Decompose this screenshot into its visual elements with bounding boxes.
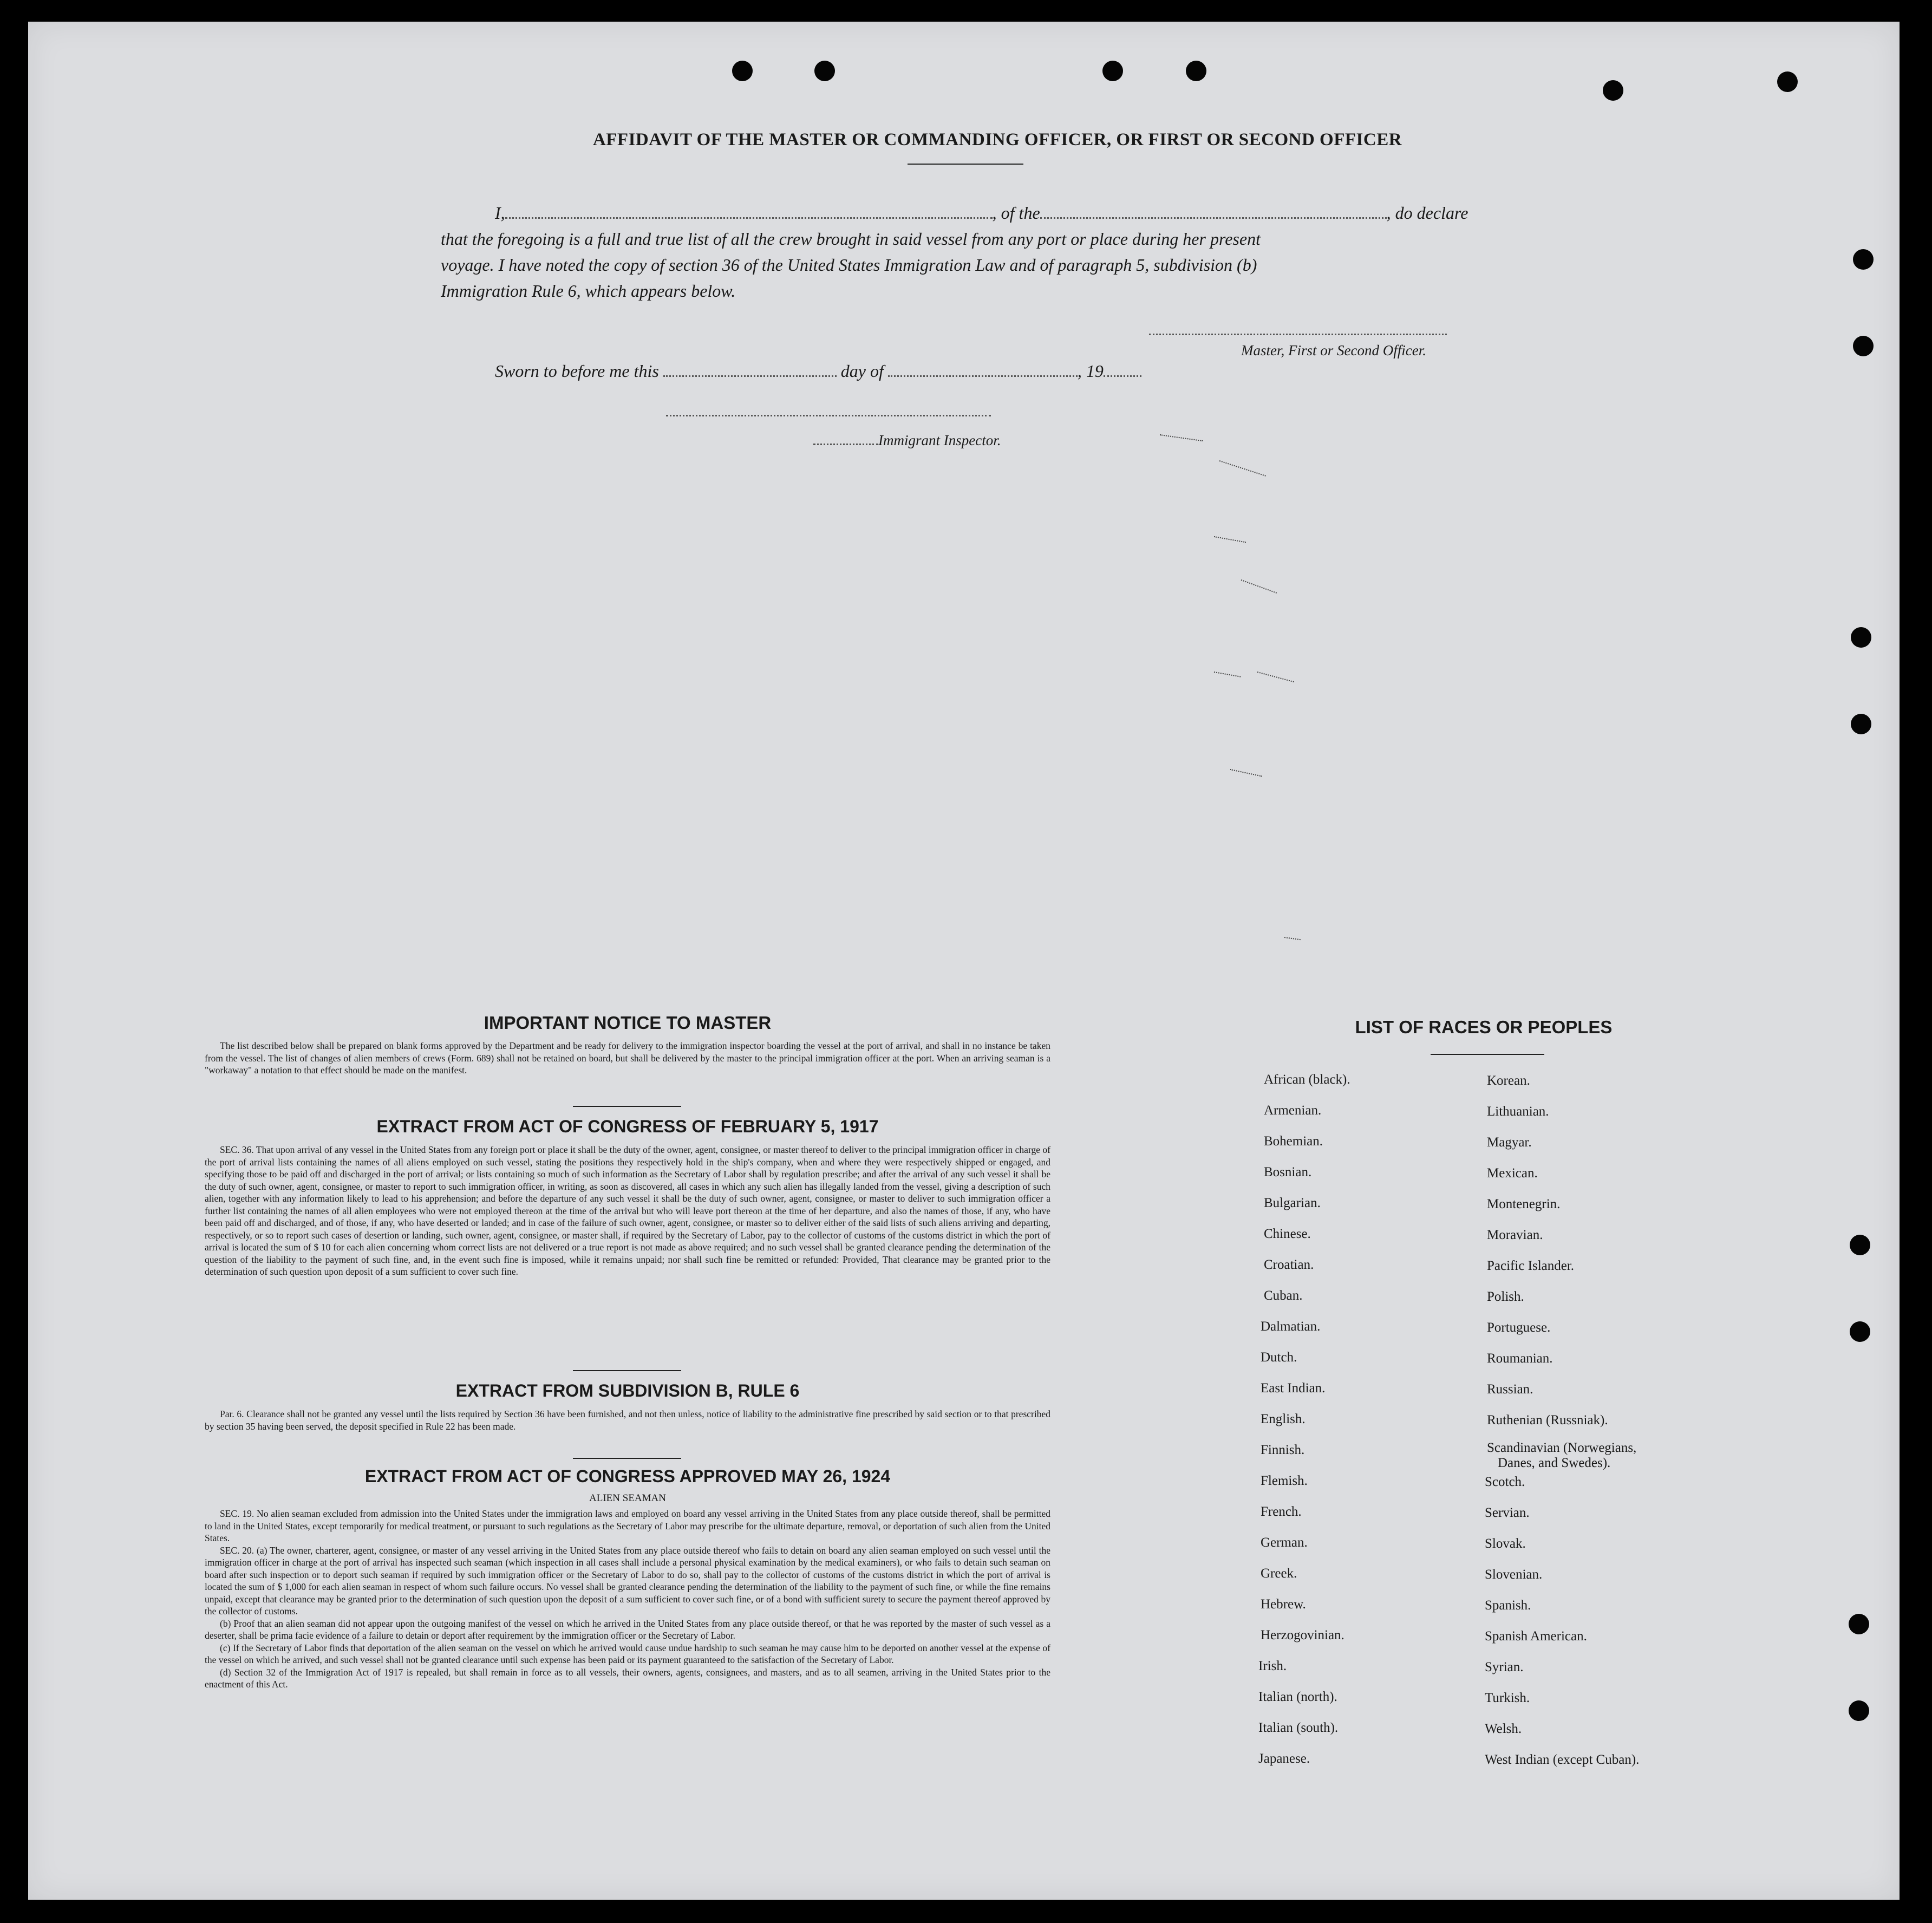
race-right-item: Danes, and Swedes).	[1498, 1456, 1611, 1470]
race-left-item: Italian (south).	[1258, 1720, 1339, 1735]
race-right-item: Scandinavian (Norwegians,	[1487, 1440, 1637, 1455]
ink-mark	[1219, 460, 1266, 477]
notice-paragraph: The list described below shall be prepared on blank forms approved by the Department and be ready for delivery to the immigration inspector boarding the vessel at the port of arrival, and shall in no instance be taken from the vessel. The list of changes of alien members of crews (Form. 689) shall not be retained on board, but shall be delivered by the master to the principal immigration officer at the port. When an arriving seaman is a "workaway" a notation to that effect should be made on the manifest.	[205, 1040, 1050, 1075]
sec-36-paragraph: SEC. 36. That upon arrival of any vessel in the United States from any foreign port or place it shall be the duty of the owner, agent, consignee, or master thereof to deliver to the principal immigration officer in charge of the port of arrival lists containing the names of all aliens employed on such vessel, stating the positions they respectively hold in the ship's company, when and where they were respectively shipped or engaged, and specifying those to be paid off and discharged in the port of arrival; or lists containing so much of such information as the Secretary of Labor shall by regulation prescribe; and after the arrival of any such vessel it shall be the duty of such owner, agent, consignee, or master to report to such immigration officer, in writing, as soon as discovered, all cases in which any such alien has illegally landed from the vessel, giving a description of such alien, together with any information likely to lead to his apprehension; and before the departure of any such vessel it shall be the duty of such owner, agent, consignee, or master to deliver to such immigration officer a further list containing the names of all alien employees who were not employed thereon at the time of the arrival but who will leave port thereon at the time of her departure, and also the names of those, if any, who have been paid off and discharged, and of those, if any, who have deserted or landed; and in case of the failure of such owner, agent, consignee, or master so to deliver either of the said lists of such aliens arriving and departing, respectively, or so to report such cases of desertion or landing, such owner, agent, consignee, or master shall, if required by the Secretary of Labor, pay to the collector of customs of the customs district in which the port of arrival is located the sum of $ 10 for each alien concerning whom correct lists are not delivered or a true report is not made as above required; and no such vessel shall be granted clearance pending the determination of the question of the liability to the payment of such fine, and, in the event such fine is imposed, while it remains unpaid; nor shall such fine be remitted or refunded: Provided, That clearance may be granted prior to the determination of such question upon deposit of a sum sufficient to cover such fine.	[205, 1144, 1050, 1277]
punch-hole	[1853, 249, 1874, 270]
affidavit-line-2: that the foregoing is a full and true list of all the crew brought in said vessel from any port or place during her present	[441, 229, 1261, 249]
declarant-name-field[interactable]	[505, 203, 993, 219]
notice-heading: IMPORTANT NOTICE TO MASTER	[484, 1013, 772, 1033]
sworn-prefix: Sworn to before me this	[495, 361, 659, 381]
race-left-item: Armenian.	[1264, 1103, 1322, 1118]
race-left-item: Cuban.	[1264, 1288, 1303, 1303]
race-right-item: Portuguese.	[1487, 1320, 1551, 1335]
section-rule	[573, 1106, 681, 1107]
master-signature-field[interactable]	[1149, 334, 1447, 335]
master-signature-caption: Master, First or Second Officer.	[1241, 342, 1426, 358]
punch-hole	[1850, 1321, 1870, 1342]
extract-rule6-text	[205, 1408, 1050, 1432]
punch-hole	[1777, 71, 1798, 92]
races-heading: LIST OF RACES OR PEOPLES	[1355, 1017, 1613, 1037]
race-left-item: Greek.	[1261, 1566, 1297, 1581]
sworn-month-field[interactable]	[888, 361, 1078, 377]
sec-20b-paragraph: (b) Proof that an alien seaman did not appear upon the outgoing manifest of the vessel on which he arrived in the United States from any place outside thereof, or that he was reported by the master of such vessel as a deserter, shall be prima facie evidence of a failure to detain or deport after requirement by the immigration officer or the Secretary of Labor.	[205, 1618, 1050, 1641]
notice-text	[205, 1040, 1050, 1077]
punch-hole	[1102, 61, 1123, 81]
extract-rule6-heading: EXTRACT FROM SUBDIVISION B, RULE 6	[455, 1381, 800, 1400]
ink-mark	[1214, 672, 1241, 677]
year-prefix: , 19	[1077, 361, 1104, 381]
race-left-item: East Indian.	[1261, 1381, 1326, 1396]
race-left-item: Bosnian.	[1264, 1165, 1312, 1179]
title-rule	[908, 164, 1023, 165]
document-page	[28, 22, 1900, 1900]
extract-1917-heading: EXTRACT FROM ACT OF CONGRESS OF FEBRUARY 5, 1917	[376, 1117, 879, 1136]
sworn-day-field[interactable]	[663, 361, 837, 377]
race-left-item: Bulgarian.	[1264, 1196, 1321, 1210]
race-right-item: Slovenian.	[1485, 1567, 1543, 1582]
punch-hole	[732, 61, 753, 81]
punch-hole	[1851, 714, 1871, 734]
race-right-item: Welsh.	[1485, 1722, 1522, 1736]
inspector-signature-field[interactable]	[666, 415, 991, 416]
race-left-item: Hebrew.	[1261, 1597, 1306, 1612]
race-right-item: Spanish American.	[1485, 1629, 1587, 1644]
ink-mark	[1214, 536, 1246, 543]
ink-mark	[1160, 434, 1203, 441]
extract-1917-text	[205, 1144, 1050, 1278]
punch-hole	[814, 61, 835, 81]
race-right-item: Korean.	[1487, 1073, 1530, 1088]
race-left-item: Chinese.	[1264, 1227, 1311, 1241]
race-right-item: Russian.	[1487, 1382, 1533, 1397]
race-right-item: Montenegrin.	[1487, 1197, 1561, 1211]
race-right-item: Mexican.	[1487, 1166, 1538, 1181]
races-rule	[1431, 1054, 1544, 1055]
extract-1924-text	[205, 1508, 1050, 1691]
inspector-caption-text: Immigrant Inspector.	[878, 432, 1001, 448]
race-left-item: German.	[1261, 1535, 1308, 1550]
sworn-year-field[interactable]	[1104, 361, 1141, 377]
sworn-line	[495, 357, 1141, 384]
sec-20a-paragraph: SEC. 20. (a) The owner, charterer, agent, consignee, or master of any vessel arriving in the United States from any place outside thereof who fails to detain on board any alien seaman employed on such vessel until the immigration officer in charge at the port of arrival has inspected such seaman (which inspection in all cases shall include a personal physical examination by the medical examiners), or who fails to detain such seaman on board after such inspection or to deport such seaman if required by such immigration officer or the Secretary of Labor to do so, shall pay to the collector of customs of the customs district in which the port of arrival is located the sum of $ 1,000 for each alien seaman in respect of whom such failure occurs. No vessel shall be granted clearance pending the determination of the liability to the payment of such fine, or while the fine remains unpaid, except that clearance may be granted prior to the determination of such question upon the deposit of a sum sufficient to cover such fine, or of a bond with sufficient surety to secure the payment thereof approved by the collector of customs.	[205, 1544, 1050, 1616]
race-right-item: Turkish.	[1485, 1691, 1530, 1705]
declare-text: , do declare	[1386, 203, 1468, 223]
race-left-item: French.	[1261, 1504, 1302, 1519]
punch-hole	[1849, 1614, 1869, 1634]
race-right-item: Spanish.	[1485, 1598, 1531, 1613]
section-rule	[573, 1458, 681, 1459]
extract-1924-heading: EXTRACT FROM ACT OF CONGRESS APPROVED MAY 26, 1924	[364, 1466, 891, 1486]
race-left-item: Dalmatian.	[1261, 1319, 1321, 1334]
race-left-item: Japanese.	[1258, 1751, 1310, 1766]
race-left-item: Herzogovinian.	[1261, 1628, 1344, 1642]
alien-seaman-subheading: ALIEN SEAMAN	[589, 1492, 666, 1504]
sec-19-paragraph: SEC. 19. No alien seaman excluded from admission into the United States under the immigration laws and employed on board any vessel arriving in the United States from any place outside thereof, shall be permitted to land in the United States, except temporarily for medical treatment, or pursuant to such regulations as the Secretary of Labor may prescribe for the ultimate departure, removal, or deportation of such alien from the United States.	[205, 1508, 1050, 1543]
punch-hole	[1603, 80, 1623, 101]
punch-hole	[1851, 627, 1871, 648]
punch-hole	[1850, 1235, 1870, 1255]
race-right-item: Pacific Islander.	[1487, 1259, 1575, 1273]
race-left-item: Croatian.	[1264, 1257, 1314, 1272]
race-right-item: Polish.	[1487, 1289, 1524, 1304]
section-rule	[573, 1370, 681, 1371]
affidavit-line-1	[495, 199, 1468, 226]
race-right-item: Ruthenian (Russniak).	[1487, 1413, 1608, 1427]
ink-mark	[1257, 672, 1294, 682]
ink-mark	[1230, 769, 1262, 777]
ink-mark	[1284, 937, 1301, 940]
declarant-prefix: I,	[495, 203, 505, 223]
affidavit-line-4: Immigration Rule 6, which appears below.	[441, 281, 736, 301]
punch-hole	[1186, 61, 1206, 81]
race-right-item: Syrian.	[1485, 1660, 1524, 1674]
sec-20c-paragraph: (c) If the Secretary of Labor finds that deportation of the alien seaman on the vessel on which he arrived would cause undue hardship to such seaman he may cause him to be deported on another vessel at the expense of the vessel on which he arrived, and such vessel shall not be granted clearance until such expense has been paid or its payment guaranteed to the satisfaction of the Secretary of Labor.	[205, 1642, 1050, 1665]
race-right-item: West Indian (except Cuban).	[1485, 1752, 1640, 1767]
race-right-item: Scotch.	[1485, 1475, 1525, 1489]
race-left-item: African (black).	[1264, 1072, 1350, 1087]
affidavit-title: AFFIDAVIT OF THE MASTER OR COMMANDING OFFICER, OR FIRST OR SECOND OFFICER	[592, 130, 1402, 149]
ink-mark	[1241, 579, 1277, 594]
race-right-item: Roumanian.	[1487, 1351, 1553, 1366]
race-right-item: Slovak.	[1485, 1536, 1526, 1551]
race-left-item: Finnish.	[1261, 1443, 1305, 1457]
race-right-item: Servian.	[1485, 1505, 1530, 1520]
inspector-dots	[813, 433, 878, 445]
race-left-item: Bohemian.	[1264, 1134, 1323, 1149]
race-right-item: Lithuanian.	[1487, 1104, 1549, 1119]
punch-hole	[1849, 1700, 1869, 1721]
sec-20d-paragraph: (d) Section 32 of the Immigration Act of 1917 is repealed, but shall remain in force as to all vessels, their owners, agents, consignees, and masters, and as to all seamen, arriving in the United States prior to the enactment of this Act.	[205, 1666, 1050, 1690]
race-left-item: English.	[1261, 1412, 1306, 1426]
race-left-item: Italian (north).	[1258, 1690, 1337, 1704]
inspector-caption	[813, 432, 1001, 449]
race-left-item: Dutch.	[1261, 1350, 1297, 1365]
vessel-prefix: , of the	[992, 203, 1040, 223]
day-of-text: day of	[840, 361, 884, 381]
affidavit-line-3: voyage. I have noted the copy of section 36 of the United States Immigration Law and of paragraph 5, subdivision (b)	[441, 255, 1257, 275]
race-left-item: Flemish.	[1261, 1474, 1308, 1488]
par-6-paragraph: Par. 6. Clearance shall not be granted any vessel until the lists required by Section 36 have been furnished, and not then unless, notice of liability to the administrative fine prescribed by said section or to that prescribed by section 35 having been served, the deposit specified in Rule 22 has been made.	[205, 1409, 1050, 1432]
vessel-name-field[interactable]	[1040, 203, 1387, 219]
punch-hole	[1853, 336, 1874, 356]
race-right-item: Magyar.	[1487, 1135, 1532, 1150]
race-left-item: Irish.	[1258, 1659, 1287, 1673]
race-right-item: Moravian.	[1487, 1228, 1543, 1242]
